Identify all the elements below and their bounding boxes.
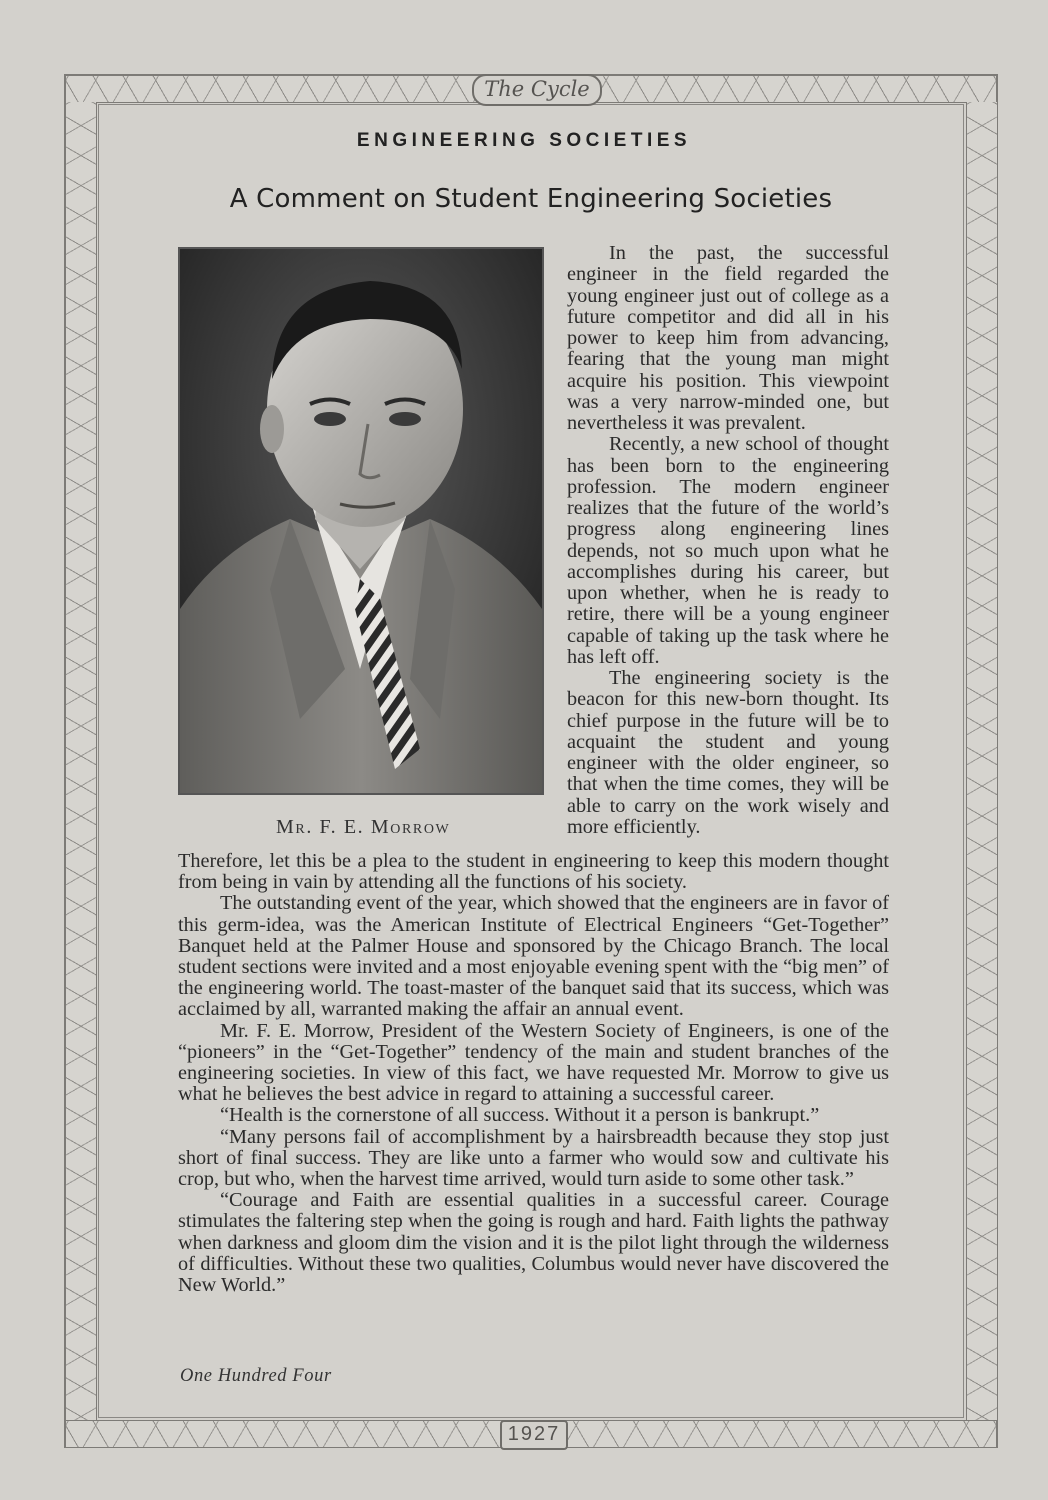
article-quote: “Health is the cornerstone of all success. Without it a person is bankrupt.” <box>220 1104 820 1127</box>
article-quote: “Many persons fail of accomplishment by a hairsbreadth because they stop just short of final success. They are like unto a farmer who would sow and cultivate his crop, but who, when the harvest time arrived, would turn aside to some other task.” <box>178 1125 889 1191</box>
article-continuation: Therefore, let this be a plea to the student in engineering to keep this modern thought from being in vain by attending all the functions of his society. <box>178 850 889 894</box>
article-paragraph: In the past, the successful engineer in the field regarded the young engineer just out of college as a future competitor and did all in his power to keep him from advancing, fearing that the young man might acquire his position. This viewpoint was a very narrow-minded one, but nevertheless it was prevalent. <box>567 242 889 434</box>
photo-caption: Mr. F. E. Morrow <box>276 816 451 838</box>
article-paragraph: Mr. F. E. Morrow, President of the Western Society of Engineers, is one of the “pioneers” in the “Get-Together” tendency of the main and student branches of the engineering societies. In view of this fact, we have requested Mr. Morrow to give us what he believes the best advice in regard to attaining a successful career. <box>178 1019 889 1106</box>
article-paragraph: The outstanding event of the year, which showed that the engineers are in favor of this germ-idea, was the American Institute of Electrical Engineers “Get-Together” Banquet held at the Palmer House and sponsored by the Chicago Branch. The local student sections were invited and a most enjoyable evening spent with the “big men” of the engineering world. The toast-master of the banquet said that its success, which was acclaimed by all, warranted making the affair an annual event. <box>178 892 889 1021</box>
article-paragraph: Recently, a new school of thought has been born to the engineering profession. The modern engineer realizes that the future of the world’s progress along engineering lines depends, not so much upon what he accomplishes during his career, but upon whether, when he is ready to retire, there will be a young engineer capable of taking up the task where he has left off. <box>567 433 889 668</box>
border-band-right <box>966 102 997 1420</box>
section-title: ENGINEERING SOCIETIES <box>356 130 692 151</box>
portrait-photo <box>178 247 544 795</box>
article-headline: A Comment on Student Engineering Societies <box>229 184 833 214</box>
footer-year-cartouche: 1927 <box>500 1420 568 1450</box>
article-quote: “Courage and Faith are essential qualities in a successful career. Courage stimulates the faltering step when the going is rough and hard. Faith lights the pathway when darkness and gloom dim the vision and it is the pilot light through the wilderness of difficulties. Without these two qualities, Columbus would never have discovered the New World.” <box>178 1189 889 1297</box>
article-paragraph: The engineering society is the beacon for this new-born thought. Its chief purpose in the future will be to acquaint the student and young engineer with the older engineer, so that when the time comes, they will be able to carry on the work wisely and more efficiently. <box>567 667 889 838</box>
header-cartouche: The Cycle <box>472 74 602 106</box>
article-body <box>178 851 889 1296</box>
article-column <box>567 243 889 838</box>
page-number: One Hundred Four <box>180 1366 332 1386</box>
border-band-left <box>66 102 97 1420</box>
portrait-illustration <box>180 249 542 793</box>
